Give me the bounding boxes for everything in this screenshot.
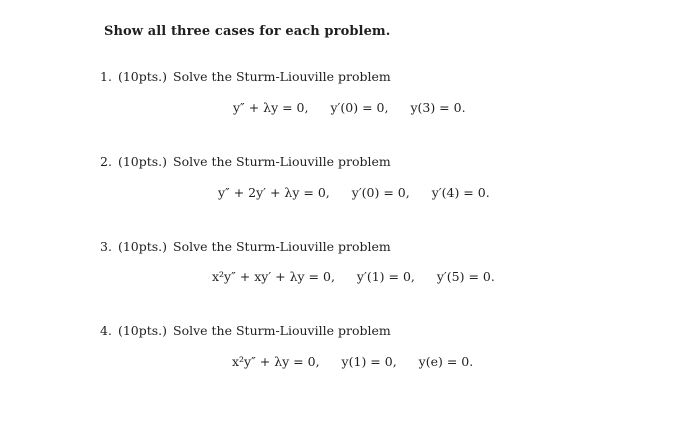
problem-points: (10pts.) (117, 69, 168, 84)
boundary-condition-1: y′(0) = 0, (351, 185, 410, 200)
problem-number: 4. (100, 323, 112, 338)
problem-3-equation (212, 269, 495, 284)
ode: x²y″ + xy′ + λy = 0, (212, 269, 335, 284)
problem-3-heading (100, 239, 391, 254)
ode: y″ + λy = 0, (233, 100, 309, 115)
ode: x²y″ + λy = 0, (232, 354, 320, 369)
problem-text: Solve the Sturm-Liouville problem (173, 154, 391, 169)
problem-4-heading (100, 323, 391, 338)
problem-number: 1. (100, 69, 112, 84)
boundary-condition-2: y′(5) = 0. (436, 269, 495, 284)
boundary-condition-2: y′(4) = 0. (431, 185, 490, 200)
instructions-heading: Show all three cases for each problem. (104, 24, 391, 39)
problem-text: Solve the Sturm-Liouville problem (173, 69, 391, 84)
problem-text: Solve the Sturm-Liouville problem (173, 239, 391, 254)
problem-2-equation (218, 185, 490, 200)
problem-text: Solve the Sturm-Liouville problem (173, 323, 391, 338)
problem-number: 2. (100, 154, 112, 169)
boundary-condition-1: y′(1) = 0, (356, 269, 415, 284)
problem-4-equation (232, 354, 473, 369)
problem-1-heading (100, 69, 391, 84)
ode: y″ + 2y′ + λy = 0, (218, 185, 330, 200)
boundary-condition-2: y(3) = 0. (410, 100, 466, 115)
problem-points: (10pts.) (117, 323, 168, 338)
boundary-condition-2: y(e) = 0. (418, 354, 474, 369)
problem-1-equation (233, 100, 466, 115)
boundary-condition-1: y(1) = 0, (341, 354, 397, 369)
boundary-condition-1: y′(0) = 0, (330, 100, 389, 115)
problem-2-heading (100, 154, 391, 169)
problem-number: 3. (100, 239, 112, 254)
problem-points: (10pts.) (117, 239, 168, 254)
problem-points: (10pts.) (117, 154, 168, 169)
